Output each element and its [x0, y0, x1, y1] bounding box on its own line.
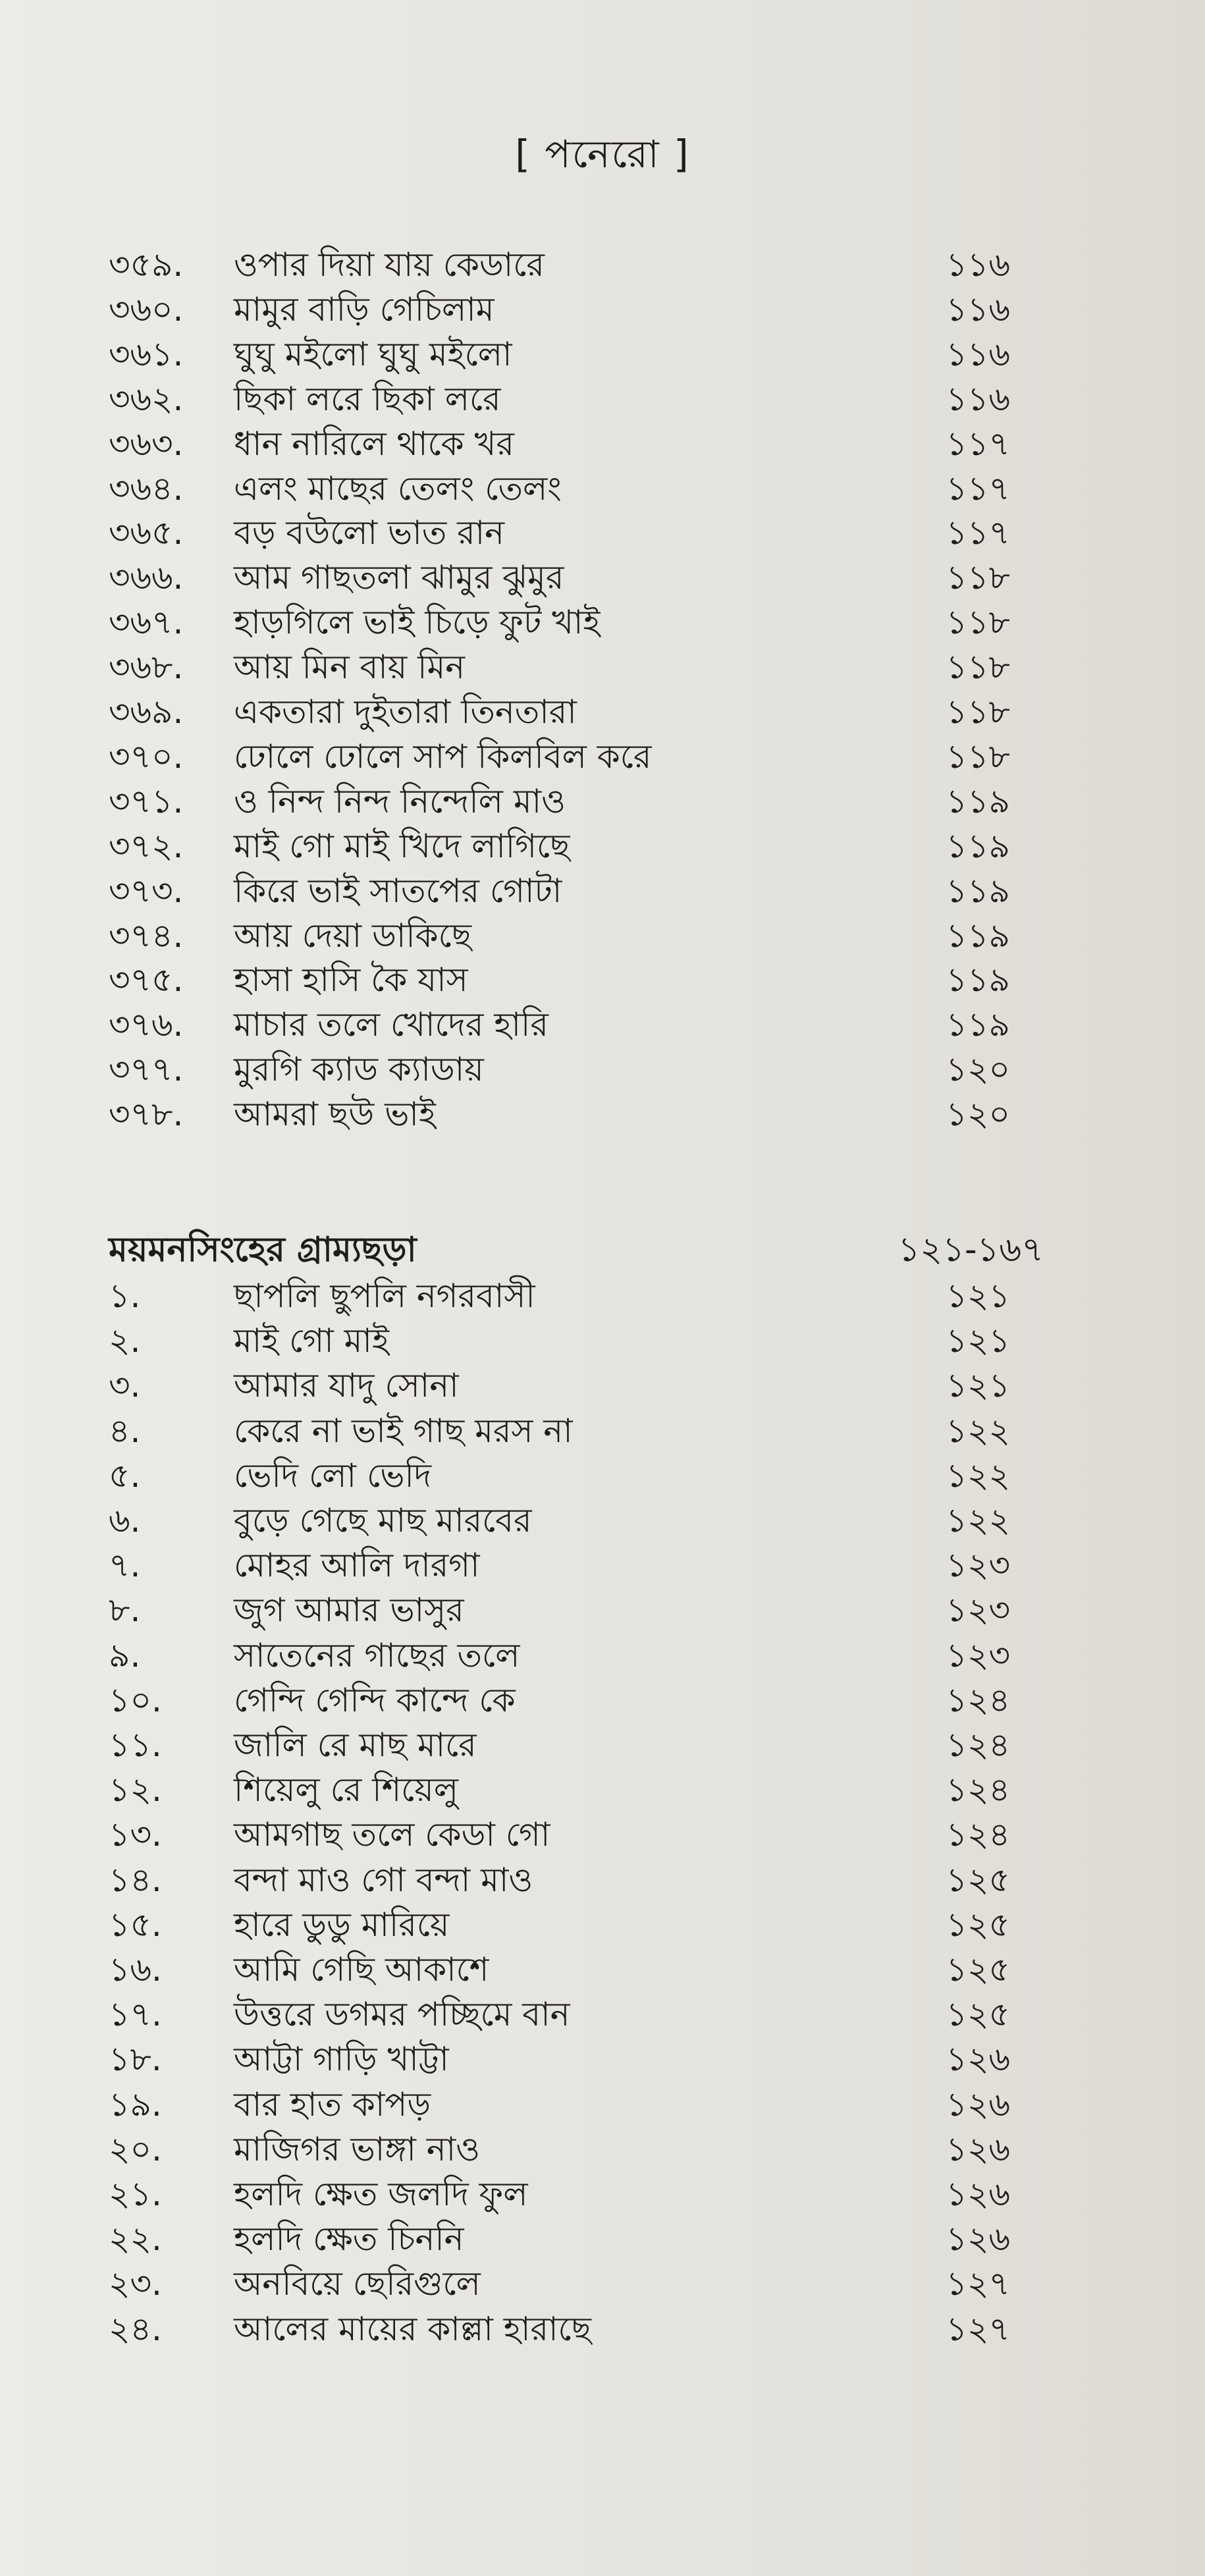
- toc-entry: [0, 1409, 1205, 1453]
- entry-number: ১৬.: [109, 1950, 162, 1989]
- entry-title: ঢোলে ঢোলে সাপ কিলবিল করে: [234, 737, 652, 776]
- entry-title: মাজিগর ভাঙ্গা নাও: [234, 2130, 480, 2168]
- entry-title: ঘুঘু মইলো ঘুঘু মইলো: [234, 335, 512, 373]
- toc-entry: [0, 510, 1205, 555]
- toc-entry: [0, 1588, 1205, 1632]
- entry-number: ৩৬১.: [109, 335, 184, 373]
- entry-number: ১৩.: [109, 1815, 162, 1854]
- toc-entry: [0, 1092, 1205, 1137]
- entry-page-number: ১১৯: [946, 826, 1010, 865]
- entry-page-number: ১২২: [946, 1456, 1010, 1495]
- entry-title: ভেদি লো ভেদি: [234, 1456, 432, 1495]
- section-page-range: ১২১-১৬৭: [897, 1230, 1044, 1270]
- toc-entry: [0, 332, 1205, 377]
- entry-number: ৩৬২.: [109, 379, 184, 418]
- toc-entry: [0, 2307, 1205, 2351]
- entry-page-number: ১১৮: [946, 558, 1010, 597]
- toc-entry: [0, 1947, 1205, 1992]
- entry-page-number: ১১৬: [946, 246, 1010, 284]
- toc-entry: [0, 1767, 1205, 1812]
- entry-title: মাই গো মাই খিদে লাগিছে: [234, 826, 570, 865]
- toc-entry: [0, 1723, 1205, 1767]
- entry-title: হাসা হাসি কৈ যাস: [234, 961, 468, 1000]
- entry-number: ১.: [109, 1277, 141, 1315]
- toc-entry: [0, 1274, 1205, 1318]
- entry-number: ৬.: [109, 1501, 141, 1540]
- toc-entry: [0, 689, 1205, 734]
- entry-number: ৩৬৬.: [109, 558, 184, 597]
- entry-number: ৩৭৩.: [109, 871, 184, 910]
- entry-page-number: ১১৯: [946, 916, 1010, 955]
- entry-number: ৩৭১.: [109, 782, 184, 820]
- entry-page-number: ১২০: [946, 1095, 1010, 1134]
- toc-entry: [0, 377, 1205, 421]
- entry-page-number: ১২৫: [946, 1995, 1010, 2034]
- entry-page-number: ১২৩: [946, 1591, 1010, 1630]
- entry-number: ১৮.: [109, 2040, 162, 2079]
- entry-page-number: ১১৭: [946, 424, 1010, 463]
- entry-page-number: ১১৯: [946, 871, 1010, 910]
- entry-number: ২১.: [109, 2175, 162, 2213]
- entry-title: গেন্দি গেন্দি কান্দে কে: [234, 1680, 516, 1719]
- entry-number: ১২.: [109, 1771, 162, 1810]
- entry-number: ১৪.: [109, 1860, 162, 1899]
- entry-title: আয় দেয়া ডাকিছে: [234, 916, 472, 955]
- entry-title: আলের মায়ের কাল্লা হারাছে: [234, 2309, 591, 2348]
- entry-number: ৩৬০.: [109, 290, 184, 329]
- entry-title: একতারা দুইতারা তিনতারা: [234, 693, 577, 731]
- entry-title: উত্তরে ডগমর পচ্ছিমে বান: [234, 1995, 570, 2034]
- toc-entry: [0, 1047, 1205, 1092]
- toc-entry: [0, 1992, 1205, 2037]
- toc-entry: [0, 287, 1205, 332]
- entry-title: বন্দা মাও গো বন্দা মাও: [234, 1860, 533, 1899]
- entry-number: ৩৭৪.: [109, 916, 184, 955]
- toc-entry: [0, 2127, 1205, 2172]
- section-title: ময়মনসিংহের গ্রাম্যছড়া: [109, 1230, 417, 1270]
- entry-number: ২২.: [109, 2220, 162, 2259]
- entry-title: এলং মাছের তেলং তেলং: [234, 469, 562, 508]
- entry-number: ৩৭২.: [109, 826, 184, 865]
- entry-title: আমগাছ তলে কেডা গো: [234, 1815, 550, 1854]
- toc-entry: [0, 242, 1205, 287]
- entry-number: ৮.: [109, 1591, 141, 1630]
- toc-entry: [0, 466, 1205, 511]
- entry-page-number: ১২০: [946, 1050, 1010, 1089]
- entry-title: মুরগি ক্যাড ক্যাডায়: [234, 1050, 484, 1089]
- entry-page-number: ১১৮: [946, 603, 1010, 642]
- entry-page-number: ১১৭: [946, 469, 1010, 508]
- entry-page-number: ১১৬: [946, 379, 1010, 418]
- entry-title: বড় বউলো ভাত রান: [234, 514, 504, 552]
- entry-title: মোহর আলি দারগা: [234, 1546, 480, 1585]
- entry-number: ১৯.: [109, 2085, 162, 2124]
- entry-page-number: ১১৬: [946, 335, 1010, 373]
- toc-entry: [0, 734, 1205, 779]
- entry-number: ৩৬৭.: [109, 603, 184, 642]
- entry-title: ও নিন্দ নিন্দ নিন্দেলি মাও: [234, 782, 566, 820]
- toc-entry: [0, 1543, 1205, 1588]
- toc-entry: [0, 600, 1205, 645]
- toc-entry: [0, 1633, 1205, 1678]
- entry-page-number: ১২২: [946, 1411, 1010, 1450]
- entry-title: আয় মিন বায় মিন: [234, 648, 466, 687]
- toc-entry: [0, 1678, 1205, 1723]
- toc-entry: [0, 1902, 1205, 1947]
- toc-entry: [0, 645, 1205, 689]
- entry-number: ৭.: [109, 1546, 141, 1585]
- entry-page-number: ১২৫: [946, 1950, 1010, 1989]
- toc-entry: [0, 1318, 1205, 1363]
- toc-entry: [0, 1453, 1205, 1498]
- entry-title: বুড়ে গেছে মাছ মারবের: [234, 1501, 532, 1540]
- entry-page-number: ১২১: [946, 1366, 1010, 1405]
- entry-page-number: ১২৩: [946, 1546, 1010, 1585]
- entry-title: ছিকা লরে ছিকা লরে: [234, 379, 501, 418]
- entry-page-number: ১১৮: [946, 737, 1010, 776]
- entry-title: ছাপলি ছুপলি নগরবাসী: [234, 1277, 535, 1315]
- entry-title: কেরে না ভাই গাছ মরস না: [234, 1411, 573, 1450]
- entry-number: ৩৬৫.: [109, 514, 184, 552]
- entry-page-number: ১১৯: [946, 1006, 1010, 1044]
- entry-title: আমার যাদু সোনা: [234, 1366, 459, 1405]
- entry-title: আম গাছতলা ঝামুর ঝুমুর: [234, 558, 564, 597]
- entry-number: ১০.: [109, 1680, 162, 1719]
- toc-entry: [0, 1858, 1205, 1902]
- entry-title: মাচার তলে খোদের হারি: [234, 1006, 549, 1044]
- entry-page-number: ১২১: [946, 1322, 1010, 1360]
- entry-number: ৫.: [109, 1456, 141, 1495]
- entry-number: ৪.: [109, 1411, 141, 1450]
- toc-entry: [0, 1812, 1205, 1857]
- entry-title: ওপার দিয়া যায় কেডারে: [234, 246, 545, 284]
- entry-title: অনবিয়ে ছেরিগুলে: [234, 2265, 481, 2303]
- entry-title: জুগ আমার ভাসুর: [234, 1591, 464, 1630]
- entry-number: ২০.: [109, 2130, 162, 2168]
- entry-page-number: ১২৭: [946, 2265, 1010, 2303]
- entry-page-number: ১২৭: [946, 2309, 1010, 2348]
- entry-number: ৩৬৮.: [109, 648, 184, 687]
- entry-number: ১১.: [109, 1726, 162, 1764]
- entry-page-number: ১১৯: [946, 782, 1010, 820]
- entry-page-number: ১২১: [946, 1277, 1010, 1315]
- toc-entry: [0, 913, 1205, 958]
- entry-title: বার হাত কাপড়: [234, 2085, 431, 2124]
- entry-number: ৩৭৭.: [109, 1050, 184, 1089]
- entry-number: ৩৭০.: [109, 737, 184, 776]
- toc-entry: [0, 1498, 1205, 1543]
- entry-number: ৩৬৩.: [109, 424, 184, 463]
- entry-page-number: ১১৬: [946, 290, 1010, 329]
- entry-page-number: ১২৬: [946, 2085, 1010, 2124]
- entry-number: ৯.: [109, 1636, 141, 1675]
- toc-entry: [0, 2261, 1205, 2306]
- toc-entry: [0, 555, 1205, 600]
- entry-page-number: ১২৫: [946, 1860, 1010, 1899]
- toc-entry: [0, 2216, 1205, 2261]
- entry-page-number: ১২৪: [946, 1815, 1010, 1854]
- entry-number: ৩৬৪.: [109, 469, 184, 508]
- entry-title: মামুর বাড়ি গেচিলাম: [234, 290, 495, 329]
- entry-page-number: ১১৭: [946, 514, 1010, 552]
- entry-number: ২৪.: [109, 2309, 162, 2348]
- entry-number: ৩৫৯.: [109, 246, 184, 284]
- entry-title: মাই গো মাই: [234, 1322, 389, 1360]
- entry-title: কিরে ভাই সাতপের গোটা: [234, 871, 562, 910]
- entry-title: জালি রে মাছ মারে: [234, 1726, 477, 1764]
- toc-entry: [0, 2037, 1205, 2081]
- toc-entry: [0, 957, 1205, 1002]
- toc-entry: [0, 824, 1205, 869]
- toc-entry: [0, 869, 1205, 913]
- entry-page-number: ১২৪: [946, 1726, 1010, 1764]
- entry-page-number: ১২৬: [946, 2175, 1010, 2213]
- entry-number: ২৩.: [109, 2265, 162, 2303]
- entry-number: ৩৭৫.: [109, 961, 184, 1000]
- page-header: [ পনেরো ]: [515, 132, 690, 176]
- entry-page-number: ১১৯: [946, 961, 1010, 1000]
- entry-page-number: ১১৮: [946, 648, 1010, 687]
- entry-page-number: ১২৪: [946, 1771, 1010, 1810]
- entry-number: ৩৭৬.: [109, 1006, 184, 1044]
- toc-entry: [0, 1002, 1205, 1047]
- entry-page-number: ১২২: [946, 1501, 1010, 1540]
- entry-page-number: ১২৬: [946, 2130, 1010, 2168]
- entry-title: হলদি ক্ষেত জলদি ফুল: [234, 2175, 528, 2213]
- entry-title: আমরা ছউ ভাই: [234, 1095, 436, 1134]
- entry-page-number: ১২৬: [946, 2040, 1010, 2079]
- entry-title: শিয়েলু রে শিয়েলু: [234, 1771, 458, 1810]
- entry-page-number: ১২৬: [946, 2220, 1010, 2259]
- toc-entry: [0, 2172, 1205, 2216]
- entry-number: ১৫.: [109, 1905, 162, 1944]
- entry-page-number: ১২৩: [946, 1636, 1010, 1675]
- toc-entry: [0, 779, 1205, 824]
- entry-number: ৩.: [109, 1366, 141, 1405]
- entry-title: আট্টা গাড়ি খাট্টা: [234, 2040, 449, 2079]
- entry-title: হাড়গিলে ভাই চিড়ে ফুট খাই: [234, 603, 601, 642]
- entry-page-number: ১২৫: [946, 1905, 1010, 1944]
- entry-title: সাতেনের গাছের তলে: [234, 1636, 520, 1675]
- entry-title: আমি গেছি আকাশে: [234, 1950, 489, 1989]
- entry-number: ১৭.: [109, 1995, 162, 2034]
- toc-entry: [0, 421, 1205, 466]
- entry-page-number: ১২৪: [946, 1680, 1010, 1719]
- entry-page-number: ১১৮: [946, 693, 1010, 731]
- entry-title: হলদি ক্ষেত চিননি: [234, 2220, 464, 2259]
- section-heading: [109, 1225, 1044, 1275]
- entry-title: হারে ডুডু মারিয়ে: [234, 1905, 450, 1944]
- toc-entry: [0, 2082, 1205, 2127]
- entry-number: ২.: [109, 1322, 141, 1360]
- entry-number: ৩৬৯.: [109, 693, 184, 731]
- entry-title: ধান নারিলে থাকে খর: [234, 424, 514, 463]
- entry-number: ৩৭৮.: [109, 1095, 184, 1134]
- toc-entry: [0, 1363, 1205, 1408]
